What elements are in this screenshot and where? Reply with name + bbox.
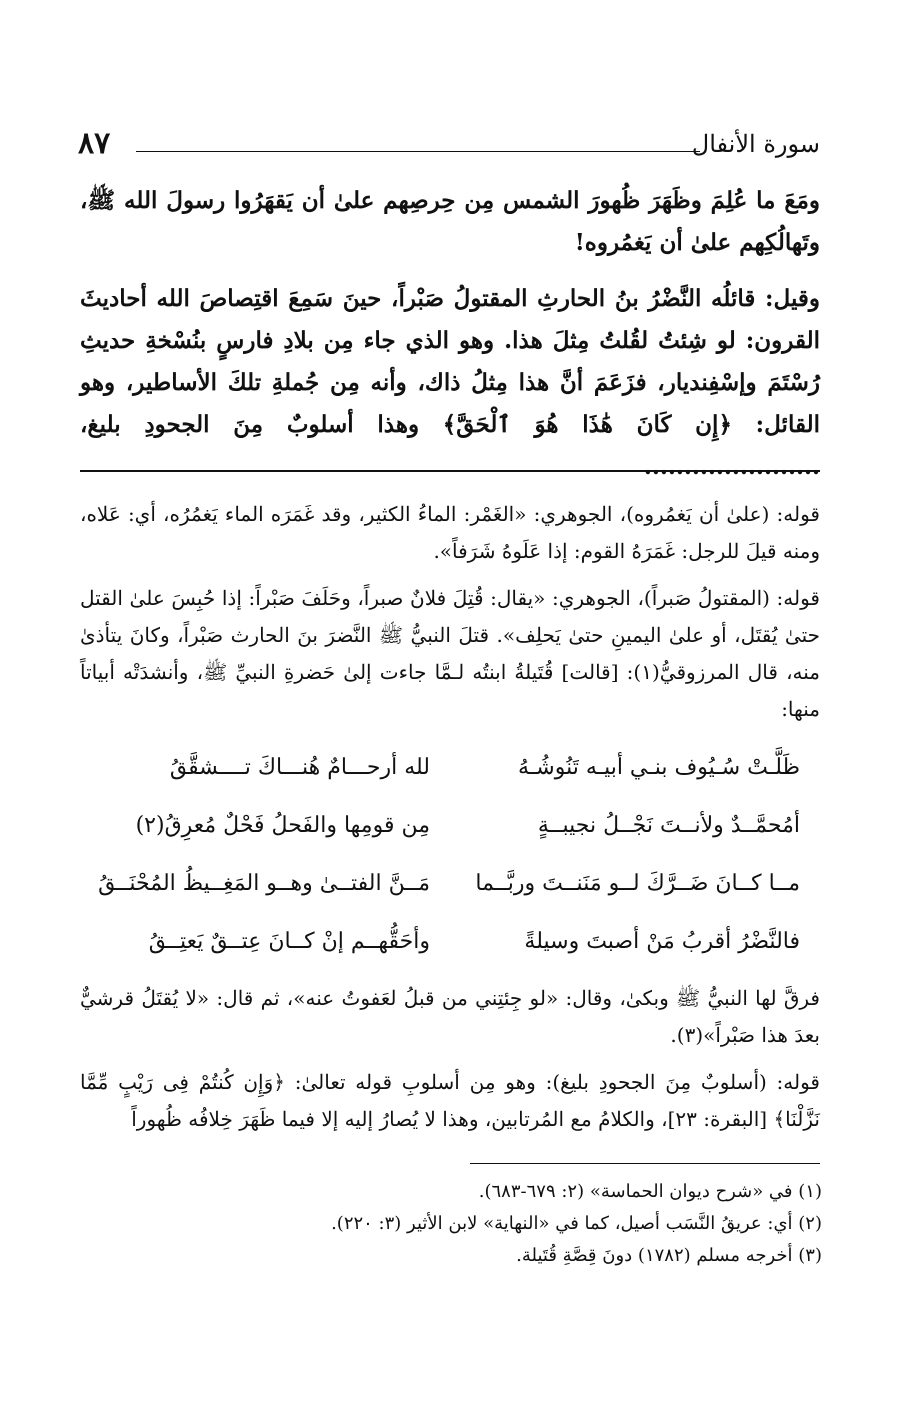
verse-second-hemistich: مِن قومِها والفَحلُ فَحْلٌ مُعرِقُ(٢)	[135, 812, 430, 838]
page-number: ٨٧	[78, 126, 111, 161]
running-header	[78, 124, 820, 168]
header-rule	[136, 151, 700, 152]
commentary-paragraph: قوله: (علىٰ أن يَغمُروه)، الجوهري: «الغَمْر: الماءُ الكثير، وقد غَمَرَه الماء يَغمُرُه، أي: عَلاه، ومنه قيلَ للرجل: غَمَرَهُ القوم: إذا عَلَوهُ شَرَفاً».	[80, 502, 820, 563]
commentary-paragraph: قوله: (أسلوبٌ مِنَ الجحودِ بليغ): وهو مِن أسلوبِ قوله تعالىٰ: ﴿وَإِن كُنتُمْ فِى رَيْبٍ مِّمَّا نَزَّلْنَا﴾ [البقرة: ٢٣]، والكلامُ مع المُرتابين، وهذا لا يُصارُ إليه إلا فيما ظَهَرَ خِلافُه ظُهوراً	[80, 1070, 820, 1131]
verse-first-hemistich: ظَلَّـتْ سُـيُوف بنـي أبيـه تَنُوشُـهُ	[518, 754, 800, 780]
verse-line	[80, 796, 820, 854]
verse-line	[80, 738, 820, 796]
verse-line	[80, 854, 820, 912]
footnote: (١) في «شرح ديوان الحماسة» (٢: ٦٧٩-٦٨٣).	[478, 1181, 822, 1202]
verse-line	[80, 912, 820, 970]
footnote-divider	[470, 1163, 820, 1164]
commentary-paragraph: قوله: (المقتولُ صَبراً)، الجوهري: «يقال: قُتِلَ فلانٌ صبراً، وحَلَفَ صَبْراً: إذا حُبِسَ علىٰ القتل حتىٰ يُقتَل، أو علىٰ اليمينِ حتىٰ يَحلِف». قتلَ النبيُّ ﷺ النَّضرَ بنَ الحارث صَبْراً، وكانَ يتأذىٰ منه، قال المرزوقيُّ(١): [قالت] قُتَيلةُ ابنتُه لـمَّا جاءت إلىٰ حَضرةِ النبيِّ ﷺ، وأنشدَتْه أبياتاً منها:	[80, 586, 820, 721]
footnotes	[80, 1176, 822, 1272]
main-text-divider	[80, 470, 820, 472]
main-text	[80, 180, 820, 488]
footnote: (٢) أي: عريقُ النَّسَب أصيل، كما في «النهاية» لابن الأثير (٣: ٢٢٠).	[331, 1213, 822, 1234]
poem-verses	[80, 738, 820, 970]
verse-second-hemistich: مَــنَّ الفتــىٰ وهــو المَغِــيظُ المُحْنَــقُ	[98, 870, 430, 896]
footnote: (٣) أخرجه مسلم (١٧٨٢) دونَ قِصَّةِ قُتَيلة.	[516, 1245, 822, 1266]
verse-first-hemistich: مــا كــانَ ضَــرَّكَ لــو مَنَنــتَ وربَّــما	[475, 870, 800, 896]
main-paragraph: وقيل: قائلُه النَّضْرُ بنُ الحارثِ المقتولُ صَبْراً، حينَ سَمِعَ اقتِصاصَ الله أحاديثَ القرون: لو شِئتُ لقُلتُ مِثلَ هذا. وهو الذي جاء مِن بلادِ فارسٍ بنُسْخةِ حديثِ رُسْتَمَ وإسْفِنديار، فزَعَمَ أنَّ هذا مِثلُ ذاك، وأنه مِن جُملةِ تلكَ الأساطير، وهو القائل: ﴿إِن كَانَ هَٰذَا هُوَ ٱلْحَقَّ﴾ وهذا أسلوبٌ مِنَ الجحودِ بليغ، ......................	[80, 285, 820, 480]
commentary-paragraph: فرقَّ لها النبيُّ ﷺ وبكىٰ، وقال: «لو جِئتِني من قبلُ لعَفوتُ عنه»، ثم قال: «لا يُقتَلُ قرشيٌّ بعدَ هذا صَبْراً»(٣).	[80, 986, 820, 1047]
commentary	[80, 496, 820, 1148]
surah-title: سورة الأنفال	[691, 130, 820, 158]
verse-first-hemistich: فالنَّضْرُ أقربُ مَنْ أصبتَ وسيلةً	[524, 928, 800, 954]
verse-second-hemistich: لله أرحـــامٌ هُنـــاكَ تــــشقَّقُ	[169, 754, 430, 780]
verse-first-hemistich: أمُحمَّــدٌ ولأنــتَ نَجْــلُ نجيبــةٍ	[537, 812, 800, 838]
verse-second-hemistich: وأحَقُّهــم إنْ كــانَ عِتــقٌ يَعتِــقُ	[148, 928, 430, 954]
main-paragraph: ومَعَ ما عُلِمَ وظَهَرَ ظُهورَ الشمس مِن حِرصِهم علىٰ أن يَقهَرُوا رسولَ الله ﷺ، وتَهالُكِهم علىٰ أن يَغمُروه!	[80, 187, 820, 256]
